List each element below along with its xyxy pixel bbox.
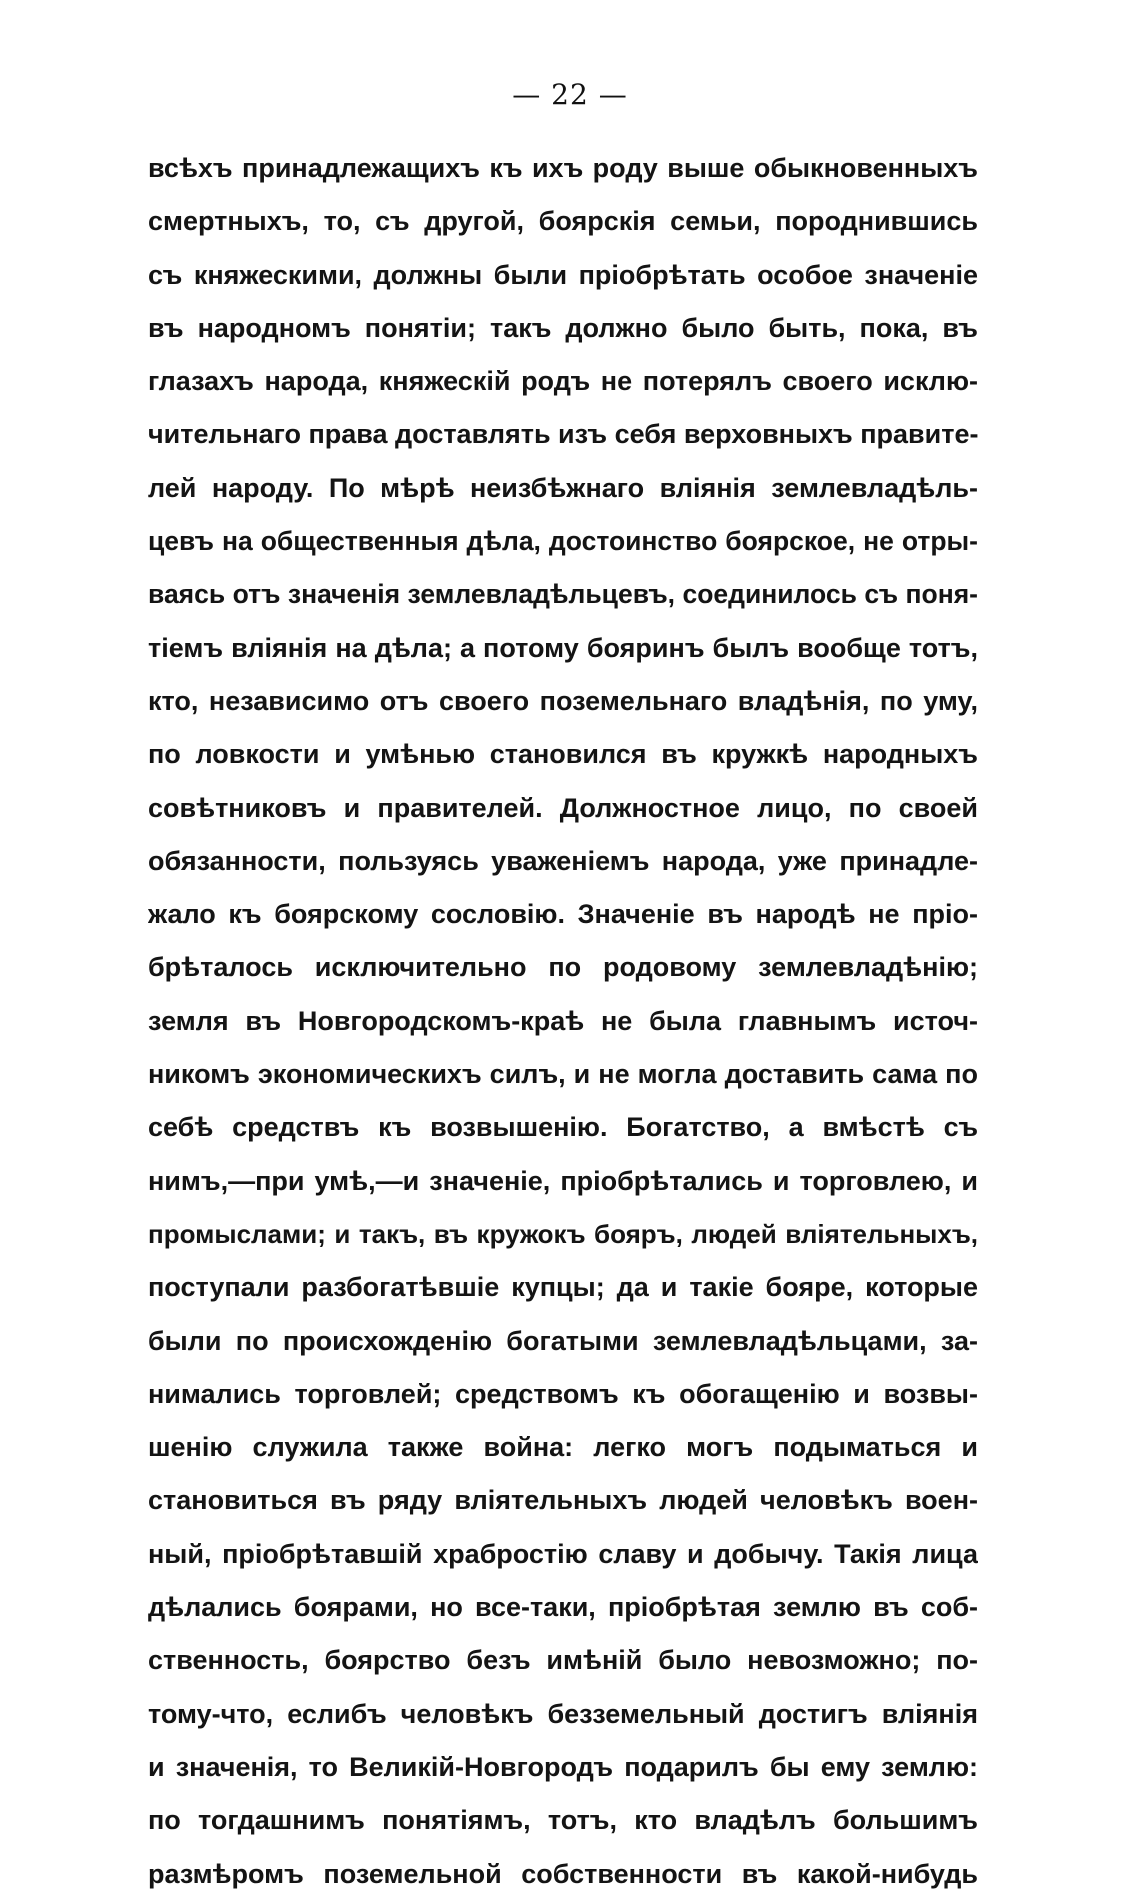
text-line: поступали разбогатѣвшіе купцы; да и такіе бояре, которые [148,1272,978,1303]
text-line: по тогдашнимъ понятіямъ, тотъ, кто владѣлъ большимъ [148,1805,978,1836]
text-line: нимались торговлей; средствомъ къ обогащенію и возвы- [148,1378,978,1409]
text-line: промыслами; и такъ, въ кружокъ бояръ, людей вліятельныхъ, [148,1218,978,1249]
text-line: въ народномъ понятіи; такъ должно было быть, пока, въ [148,312,978,343]
text-line: брѣталось исключительно по родовому землевладѣнію; [148,952,978,983]
text-line: тіемъ вліянія на дѣла; а потому бояринъ былъ вообще тотъ, [148,632,978,663]
text-line: нимъ,—при умѣ,—и значеніе, пріобрѣтались и торговлею, и [148,1165,978,1196]
text-line: чительнаго права доставлять изъ себя верховныхъ правите- [148,419,978,450]
text-line: всѣхъ принадлежащихъ къ ихъ роду выше обыкновенныхъ [148,153,978,183]
text-line: глазахъ народа, княжескій родъ не потерялъ своего исклю- [148,366,978,397]
text-line: размѣромъ поземельной собственности въ какой-нибудь [148,1858,978,1889]
text-line: ный, пріобрѣтавшій храбростію славу и добычу. Такія лица [148,1538,978,1569]
text-line: никомъ экономическихъ силъ, и не могла доставить сама по [148,1059,978,1090]
page-number: — 22 — [512,78,628,111]
text-line: и значенія, то Великій-Новгородъ подарилъ бы ему землю: [148,1751,978,1782]
text-line: жало къ боярскому сословію. Значеніе въ народѣ не прio- [148,899,978,930]
text-line: тому-что, еслибъ человѣкъ безземельный достигъ вліянія [148,1698,978,1729]
text-line: ственность, боярство безъ имѣній было невозможно; по- [148,1645,978,1676]
text-line: лей народу. По мѣрѣ неизбѣжнаго вліянія землевладѣль- [148,472,978,503]
text-line: себѣ средствъ къ возвышенію. Богатство, а вмѣстѣ съ [148,1112,978,1143]
text-line: становиться въ ряду вліятельныхъ людей человѣкъ воен- [148,1485,978,1516]
text-line: дѣлались боярами, но все-таки, пріобрѣтая землю въ соб- [148,1592,978,1623]
text-line: земля въ Новгородскомъ-краѣ не была главнымъ источ- [148,1005,978,1036]
text-line: смертныхъ, то, съ другой, боярскія семьи, породнившись [148,206,978,237]
body-text [148,142,978,1901]
text-line: совѣтниковъ и правителей. Должностное лицо, по своей [148,792,978,823]
text-line: шенію служила также война: легко могъ подыматься и [148,1432,978,1463]
text-line: обязанности, пользуясь уваженіемъ народа, уже принадле- [148,845,978,876]
text-line: съ княжескими, должны были пріобрѣтать особое значеніе [148,259,978,290]
text-line: были по происхожденію богатыми землевладѣльцами, за- [148,1325,978,1356]
text-line: по ловкости и умѣнью становился въ кружкѣ народныхъ [148,739,978,770]
text-line: кто, независимо отъ своего поземельнаго владѣнія, по уму, [148,685,978,716]
text-line: цевъ на общественныя дѣла, достоинство боярское, не отры- [148,526,978,557]
text-line: ваясь отъ значенія землевладѣльцевъ, соединилось съ поня- [148,579,978,610]
